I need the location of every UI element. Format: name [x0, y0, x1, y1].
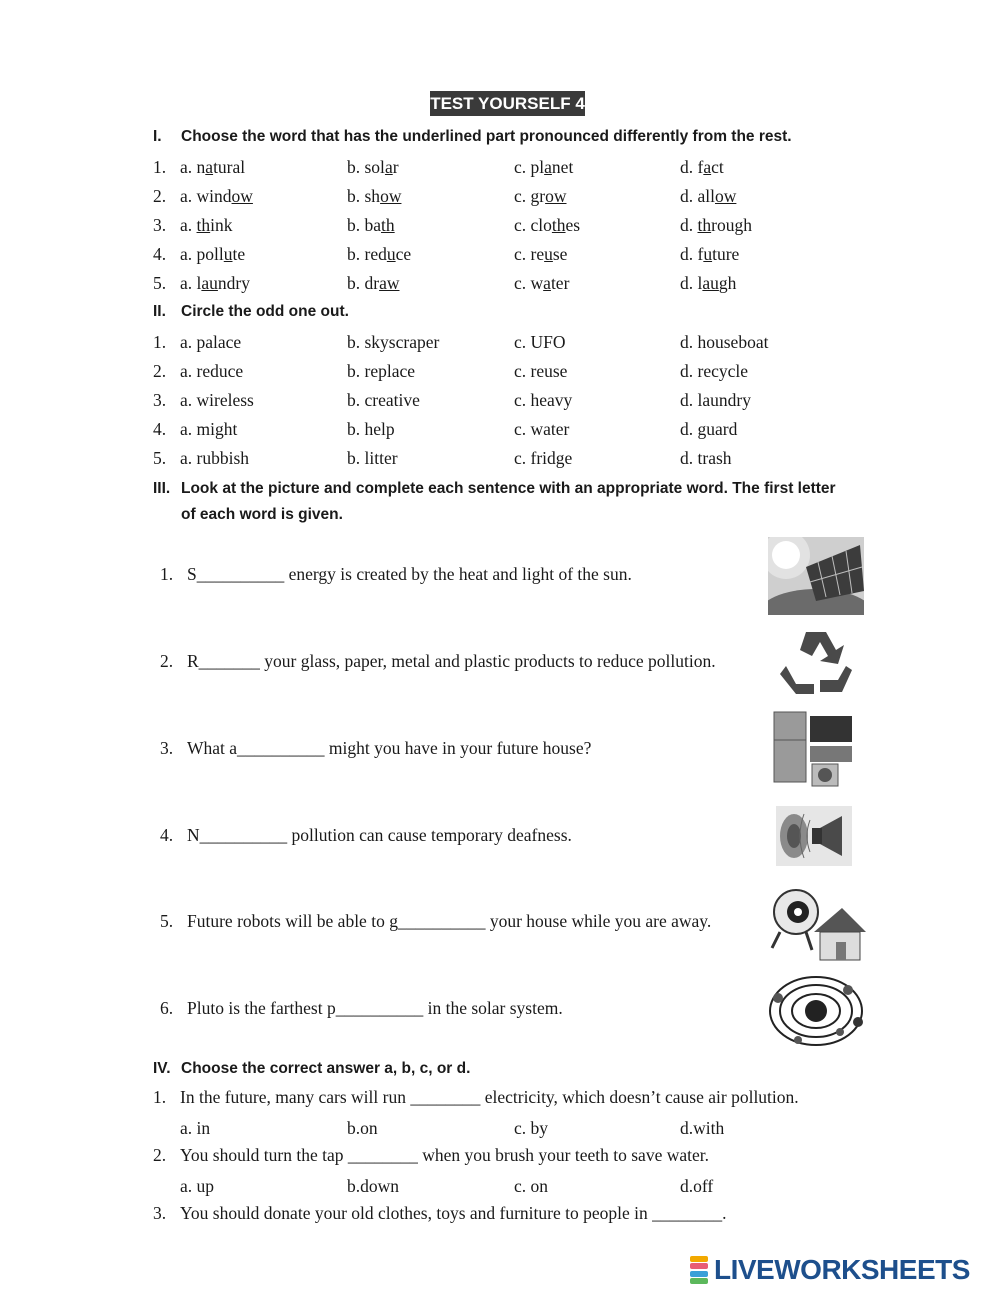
word-part: gh — [718, 273, 737, 293]
word-part: c. w — [514, 273, 544, 293]
option-c[interactable] — [514, 182, 567, 211]
picture-sentence — [160, 911, 711, 932]
option-b[interactable] — [347, 211, 395, 240]
option-d[interactable]: d.off — [680, 1176, 714, 1196]
sentence-text: Pluto is the farthest p__________ in the solar system. — [187, 998, 563, 1018]
word-part: b. sh — [347, 186, 381, 206]
item-number: 3. — [153, 215, 167, 235]
picture-sentence — [160, 998, 563, 1019]
option-b[interactable]: b.down — [347, 1176, 400, 1196]
option-d[interactable] — [680, 211, 752, 240]
recycle-icon — [776, 624, 856, 702]
word-part: es — [565, 215, 581, 235]
option-a[interactable] — [180, 240, 245, 269]
word-part: c. gr — [514, 186, 546, 206]
option-c[interactable]: c. heavy — [514, 390, 573, 410]
sentence-text: What a__________ might you have in your future house? — [187, 738, 592, 758]
word-part: tural — [213, 157, 246, 177]
word-part: ndry — [217, 273, 250, 293]
solar-system-icon — [768, 972, 864, 1050]
appliances-icon — [770, 710, 856, 788]
underlined-part: ow — [380, 186, 402, 206]
word-part: a. n — [180, 157, 206, 177]
option-d[interactable] — [680, 153, 724, 182]
section-3-heading: III. Look at the picture and complete each sentence with an appropriate word. The first letter — [153, 480, 836, 497]
option-c[interactable] — [514, 153, 573, 182]
option-a[interactable]: a. wireless — [180, 390, 254, 410]
option-a[interactable]: a. up — [180, 1176, 215, 1196]
underlined-part: u — [386, 244, 396, 264]
section-3-heading-line2: of each word is given. — [181, 506, 343, 523]
sentence-text: R_______ your glass, paper, metal and plastic products to reduce pollution. — [187, 651, 716, 671]
word-part: c. clo — [514, 215, 552, 235]
sentence-text: S__________ energy is created by the heat and light of the sun. — [187, 564, 632, 584]
underlined-part: ow — [715, 186, 737, 206]
underlined-part: th — [551, 215, 566, 235]
underlined-part: au — [702, 273, 719, 293]
item-number: 4. — [153, 244, 167, 264]
underlined-part: a — [205, 157, 214, 177]
word-part: se — [552, 244, 568, 264]
word-part: d. l — [680, 273, 703, 293]
option-c[interactable]: c. water — [514, 419, 570, 439]
noise-icon — [776, 806, 852, 866]
underlined-part: a — [384, 157, 393, 177]
underlined-part: u — [703, 244, 713, 264]
word-part: b. ba — [347, 215, 382, 235]
underlined-part: u — [223, 244, 233, 264]
solar-panel-icon — [768, 537, 864, 615]
item-number: 2. — [160, 651, 174, 671]
item-number: 3. — [153, 390, 167, 410]
option-d[interactable]: d. recycle — [680, 361, 749, 381]
option-d[interactable] — [680, 269, 736, 298]
item-number: 6. — [160, 998, 174, 1018]
word-part: ink — [210, 215, 233, 235]
underlined-part: ow — [231, 186, 253, 206]
word-part: a. — [180, 215, 197, 235]
word-part: d. all — [680, 186, 715, 206]
option-b[interactable]: b. replace — [347, 361, 416, 381]
option-c[interactable]: c. by — [514, 1118, 549, 1138]
option-b[interactable] — [347, 269, 399, 298]
option-a[interactable]: a. might — [180, 419, 238, 439]
option-d[interactable]: d. houseboat — [680, 332, 769, 352]
option-d[interactable] — [680, 240, 739, 269]
underlined-part: ow — [545, 186, 567, 206]
underlined-part: th — [697, 215, 712, 235]
robot-house-icon — [766, 886, 866, 962]
underlined-part: a — [543, 273, 551, 293]
underlined-part: u — [544, 244, 553, 264]
section-2-heading: II. Circle the odd one out. — [153, 303, 349, 320]
item-number: 2. — [153, 361, 167, 381]
option-b[interactable]: b. skyscraper — [347, 332, 440, 352]
option-a[interactable]: a. in — [180, 1118, 211, 1138]
option-c[interactable] — [514, 240, 567, 269]
option-a[interactable] — [180, 211, 233, 240]
item-number: 3. — [160, 738, 174, 758]
item-number: 5. — [153, 448, 167, 468]
option-b[interactable]: b. creative — [347, 390, 420, 410]
liveworksheets-logo — [690, 1253, 970, 1287]
option-b[interactable]: b.on — [347, 1118, 378, 1138]
word-part: te — [232, 244, 246, 264]
word-part: d. f — [680, 157, 704, 177]
option-a[interactable]: a. reduce — [180, 361, 244, 381]
underlined-part: a — [703, 157, 712, 177]
option-b[interactable]: b. litter — [347, 448, 398, 468]
underlined-part: au — [201, 273, 218, 293]
underlined-part: th — [196, 215, 211, 235]
item-number: 1. — [153, 157, 167, 177]
option-d[interactable]: d. guard — [680, 419, 738, 439]
word-part: rough — [711, 215, 752, 235]
section-1-heading: I. Choose the word that has the underlined part pronounced differently from the rest. — [153, 128, 792, 145]
item-number: 2. — [153, 186, 167, 206]
logo-badge-icon — [690, 1256, 710, 1284]
word-part: ce — [395, 244, 412, 264]
word-part: ter — [550, 273, 570, 293]
option-a[interactable]: a. palace — [180, 332, 242, 352]
word-part: a. l — [180, 273, 202, 293]
word-part: net — [551, 157, 574, 177]
word-part: b. sol — [347, 157, 385, 177]
option-c[interactable]: c. UFO — [514, 332, 566, 352]
item-number: 4. — [160, 825, 174, 845]
word-part: c. pl — [514, 157, 545, 177]
word-part: b. red — [347, 244, 387, 264]
word-part: ture — [712, 244, 740, 264]
word-part: d. f — [680, 244, 704, 264]
option-b[interactable] — [347, 182, 401, 211]
sentence-text: Future robots will be able to g__________ your house while you are away. — [187, 911, 712, 931]
option-b[interactable] — [347, 153, 399, 182]
word-part: a. poll — [180, 244, 224, 264]
item-number: 1. — [153, 332, 167, 352]
underlined-part: th — [381, 215, 395, 235]
option-a[interactable] — [180, 269, 250, 298]
underlined-part: a — [544, 157, 552, 177]
option-d[interactable]: d.with — [680, 1118, 725, 1138]
word-part: d. — [680, 215, 698, 235]
option-c[interactable] — [514, 211, 580, 240]
section-4-heading: IV. Choose the correct answer a, b, c, or d. — [153, 1060, 471, 1077]
option-c[interactable]: c. reuse — [514, 361, 568, 381]
option-c[interactable]: c. on — [514, 1176, 549, 1196]
page-title: TEST YOURSELF 4 — [430, 91, 585, 116]
option-d[interactable]: d. trash — [680, 448, 732, 468]
word-part: r — [392, 157, 399, 177]
option-d[interactable]: d. laundry — [680, 390, 751, 410]
option-c[interactable]: c. fridge — [514, 448, 573, 468]
underlined-part: aw — [379, 273, 400, 293]
word-part: b. dr — [347, 273, 380, 293]
item-number: 5. — [160, 911, 174, 931]
picture-sentence — [160, 825, 572, 846]
word-part: c. re — [514, 244, 545, 264]
item-number: 1. — [160, 564, 174, 584]
brand-name: LIVEWORKSHEETS — [714, 1254, 970, 1285]
sentence-text: N__________ pollution can cause temporary deafness. — [187, 825, 572, 845]
picture-sentence — [160, 738, 591, 759]
option-c[interactable] — [514, 269, 569, 298]
option-a[interactable] — [180, 182, 253, 211]
word-part: ct — [711, 157, 724, 177]
option-a[interactable] — [180, 153, 245, 182]
item-number: 5. — [153, 273, 167, 293]
picture-sentence — [160, 651, 716, 672]
item-number: 4. — [153, 419, 167, 439]
option-b[interactable]: b. help — [347, 419, 395, 439]
option-b[interactable] — [347, 240, 411, 269]
option-d[interactable] — [680, 182, 736, 211]
word-part: a. wind — [180, 186, 232, 206]
option-a[interactable]: a. rubbish — [180, 448, 250, 468]
picture-sentence — [160, 564, 632, 585]
